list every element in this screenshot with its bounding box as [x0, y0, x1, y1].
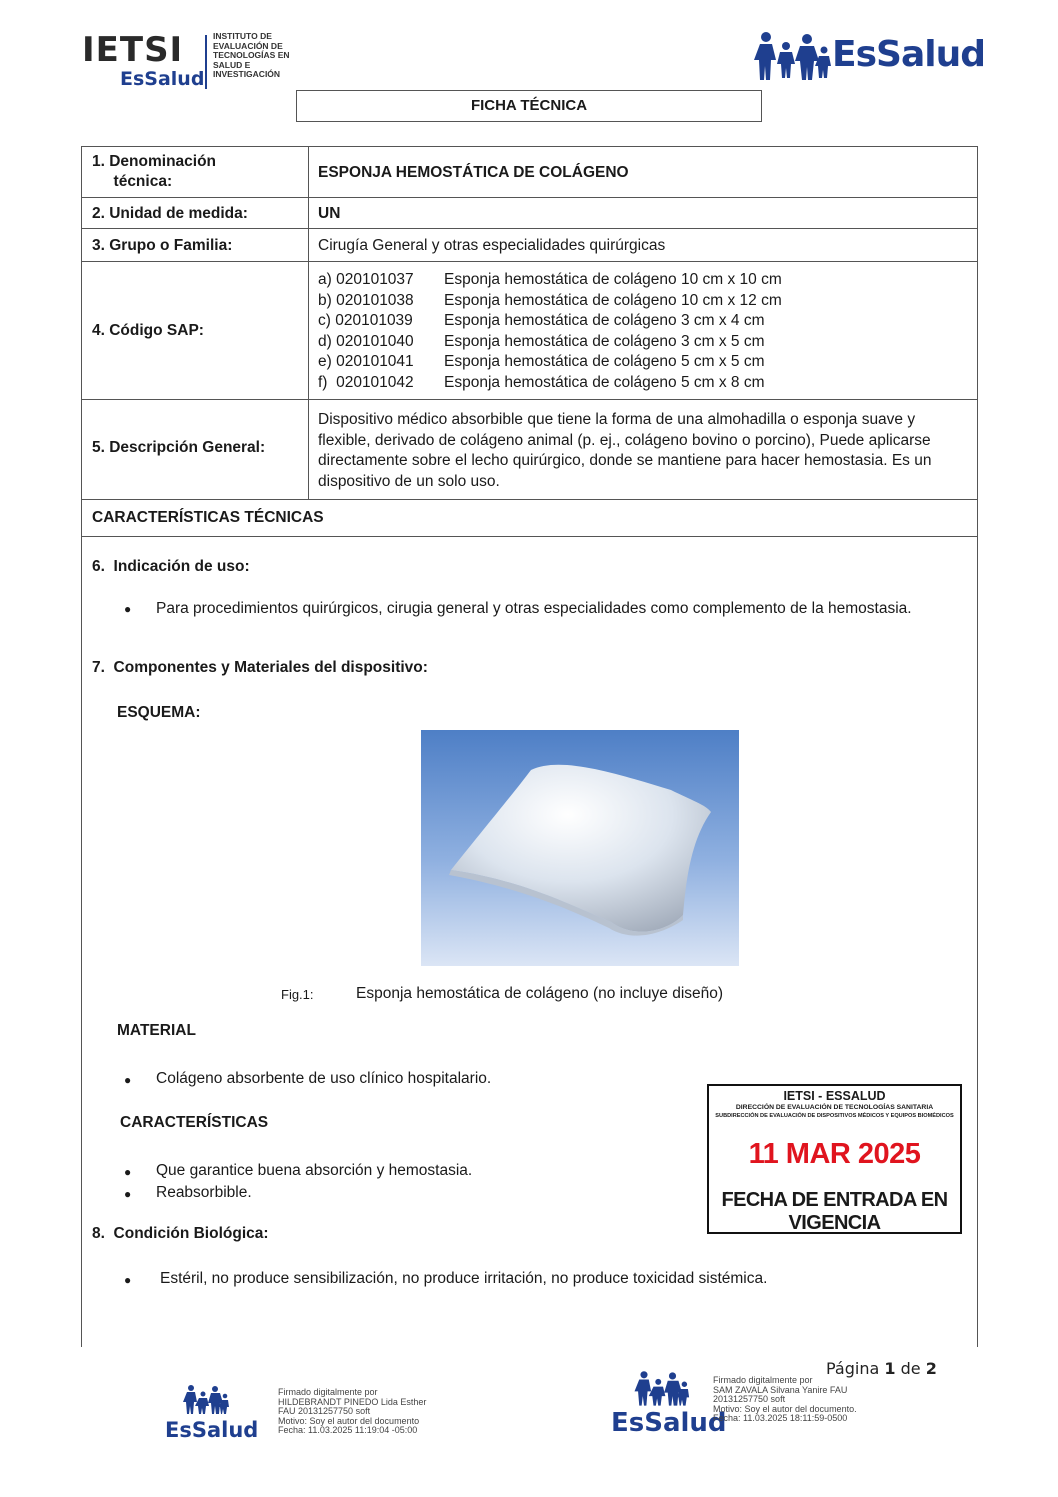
column-divider	[308, 147, 309, 499]
sap-code: e) 020101041	[318, 353, 414, 370]
signature-line: Firmado digitalmente por	[713, 1375, 813, 1385]
denominacion-label-2: técnica:	[92, 173, 173, 190]
page-total: 2	[925, 1359, 937, 1378]
unidad-label: 2. Unidad de medida:	[92, 205, 248, 222]
bullet-icon: ●	[124, 1073, 132, 1087]
condicion-bullet: Estéril, no produce sensibilización, no produce irritación, no produce toxicidad sistémica.	[160, 1270, 768, 1287]
logo-separator	[205, 35, 207, 89]
signature-line: SAM ZAVALA Silvana Yanire FAU	[713, 1384, 848, 1395]
esquema-heading: ESQUEMA:	[117, 704, 201, 721]
caracteristicas-bullet: Que garantice buena absorción y hemostasia.	[156, 1162, 473, 1179]
grupo-label: 3. Grupo o Familia:	[92, 237, 233, 254]
signature-line: FAU 20131257750 soft	[278, 1406, 371, 1417]
page-number: 1	[884, 1359, 896, 1378]
sap-item	[318, 312, 765, 333]
descripcion-value: Dispositivo médico absorbible que tiene la forma de una almohadilla o esponja suave y flexible, derivado de colágeno animal (p. ej., colágeno bovino o porcino), Puede aplicarse directamente sobre el lecho quirúrgico, donde se mantiene para hacer hemostasia. Es un dispositivo de un solo uso.	[318, 411, 932, 490]
family-icon	[633, 1370, 693, 1408]
signature-line: Fecha: 11.03.2025 11:19:04 -05:00	[278, 1425, 418, 1436]
sap-item	[318, 271, 782, 292]
ietsi-logo	[82, 30, 297, 92]
signature-left	[278, 1388, 426, 1436]
stamp-caption: FECHA DE ENTRADA EN VIGENCIA	[721, 1189, 948, 1234]
sap-code: a) 020101037	[318, 271, 414, 288]
row-divider	[82, 399, 977, 400]
signature-line: Firmado digitalmente por	[278, 1387, 378, 1397]
signature-line: Fecha: 11.03.2025 18:11:59-0500	[713, 1413, 848, 1424]
stamp-date: 11 MAR 2025	[748, 1138, 921, 1170]
sap-desc: Esponja hemostática de colágeno 3 cm x 4 cm	[444, 312, 765, 329]
footer-logo-word: EsSalud	[165, 1418, 259, 1442]
componentes-heading: 7. Componentes y Materiales del dispositivo:	[92, 659, 428, 676]
sap-desc: Esponja hemostática de colágeno 3 cm x 5 cm	[444, 332, 765, 350]
essalud-logo	[752, 30, 985, 82]
caracteristicas-bullet: Reabsorbible.	[156, 1184, 252, 1201]
grupo-value: Cirugía General y otras especialidades quirúrgicas	[318, 237, 666, 254]
denominacion-value: ESPONJA HEMOSTÁTICA DE COLÁGENO	[318, 164, 629, 181]
indicacion-bullet: Para procedimientos quirúrgicos, cirugia general y otras especialidades como complemento de la hemostasia.	[156, 600, 912, 617]
sap-desc: Esponja hemostática de colágeno 5 cm x 5 cm	[444, 353, 765, 370]
signature-line: HILDEBRANDT PINEDO Lida Esther	[278, 1396, 427, 1407]
sap-item	[318, 333, 765, 354]
bullet-icon: ●	[124, 602, 132, 616]
figure-caption: Esponja hemostática de colágeno (no incluye diseño)	[356, 985, 724, 1002]
signature-right	[713, 1376, 857, 1424]
sap-code: c) 020101039	[318, 312, 413, 329]
sponge-photo	[421, 730, 739, 966]
sap-code: d) 020101040	[318, 332, 414, 350]
bullet-icon: ●	[124, 1165, 132, 1179]
stamp-org: IETSI - ESSALUD	[783, 1089, 886, 1103]
condicion-heading: 8. Condición Biológica:	[92, 1225, 269, 1242]
footer-logo-right	[611, 1370, 727, 1440]
essalud-logo-word: EsSalud	[832, 34, 985, 75]
ietsi-logo-sub: EsSalud	[120, 68, 205, 90]
bullet-icon: ●	[124, 1187, 132, 1201]
ietsi-logo-word: IETSI	[82, 30, 184, 70]
signature-line: 20131257750 soft	[713, 1394, 786, 1405]
sap-label: 4. Código SAP:	[92, 322, 204, 339]
sap-item	[318, 353, 765, 374]
sap-code: b) 020101038	[318, 291, 414, 309]
stamp-subdirection: SUBDIRECCIÓN DE EVALUACIÓN DE DISPOSITIVOS MÉDICOS Y EQUIPOS BIOMÉDICOS	[715, 1113, 954, 1119]
page-mid: de	[895, 1359, 926, 1378]
sap-desc: Esponja hemostática de colágeno 5 cm x 8 cm	[444, 373, 765, 391]
document-title: FICHA TÉCNICA	[296, 90, 762, 122]
indicacion-heading: 6. Indicación de uso:	[92, 558, 250, 575]
row-divider	[82, 197, 977, 198]
row-divider	[82, 536, 977, 537]
signature-line: Motivo: Soy el autor del documento.	[713, 1403, 857, 1414]
figure-label: Fig.1:	[281, 987, 314, 1002]
descripcion-label: 5. Descripción General:	[92, 439, 266, 456]
sap-item	[318, 374, 765, 395]
stamp-direction: DIRECCIÓN DE EVALUACIÓN DE TECNOLOGÍAS SANITARIA	[735, 1104, 934, 1111]
sap-code: f) 020101042	[318, 373, 414, 391]
ietsi-logo-desc: INSTITUTO DE EVALUACIÓN DE TECNOLOGÍAS EN SALUD E INVESTIGACIÓN	[213, 31, 290, 79]
footer-logo-word: EsSalud	[611, 1408, 727, 1438]
caracteristicas-heading: CARACTERÍSTICAS	[120, 1114, 269, 1131]
family-icon	[183, 1384, 231, 1416]
material-heading: MATERIAL	[117, 1022, 196, 1039]
sap-desc: Esponja hemostática de colágeno 10 cm x 10 cm	[444, 271, 782, 288]
sap-desc: Esponja hemostática de colágeno 10 cm x 12 cm	[444, 291, 782, 309]
row-divider	[82, 228, 977, 229]
unidad-value: UN	[318, 205, 341, 222]
material-bullet: Colágeno absorbente de uso clínico hospitalario.	[156, 1070, 492, 1087]
row-divider	[82, 261, 977, 262]
signature-line: Motivo: Soy el autor del documento	[278, 1415, 420, 1426]
sap-item	[318, 292, 782, 313]
family-icon	[752, 30, 832, 82]
bullet-icon: ●	[124, 1273, 132, 1287]
page-prefix: Página	[826, 1359, 885, 1378]
validity-stamp	[707, 1084, 962, 1234]
denominacion-label-1: 1. Denominación	[92, 153, 217, 170]
caracteristicas-tecnicas-heading: CARACTERÍSTICAS TÉCNICAS	[92, 509, 324, 526]
row-divider	[82, 499, 977, 500]
footer-logo-left	[165, 1384, 259, 1444]
